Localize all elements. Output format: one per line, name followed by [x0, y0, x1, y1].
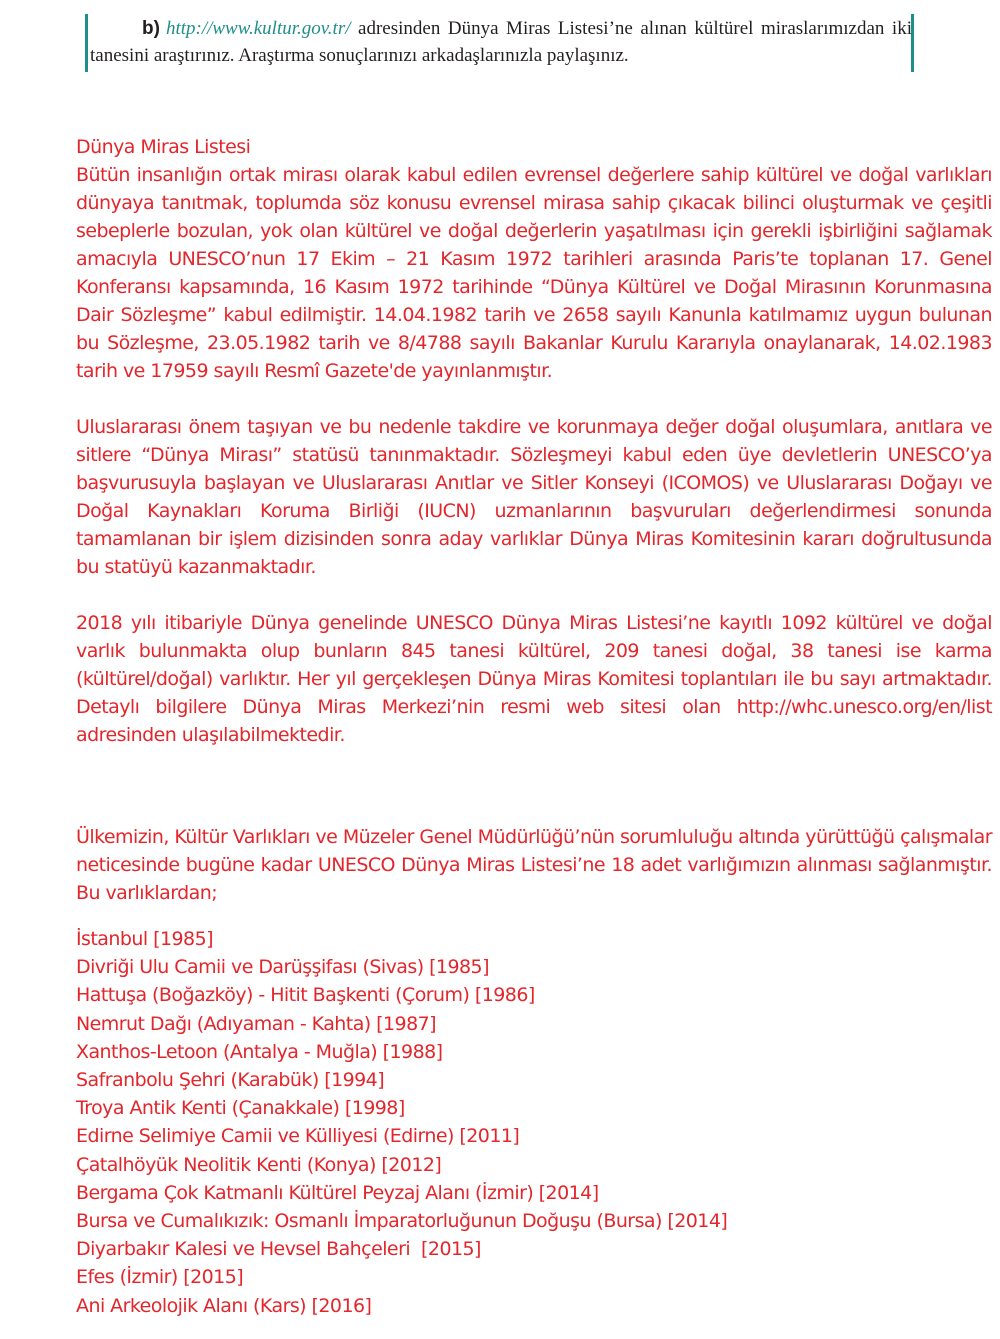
answer-paragraph-2: Uluslararası önem taşıyan ve bu nedenle takdire ve korunmaya değer doğal oluşumlara, anıtlara ve sitlere “Dünya Mirası” statüsü tanınmaktadır. Sözleşmeyi kabul eden üye devletlerin UNESCO’ya başvurusuyla başlayan ve Uluslararası Anıtlar ve Sitler Konseyi (ICOMOS) ve Uluslararası Doğayı ve Doğal Kaynakları Koruma Birliği (IUCN) uzmanlarının başvuruları değerlendirmesi sonunda tamamlanan bir işlem dizisinden sonra aday varlıklar Dünya Miras Komitesinin kararı doğrultusunda bu statüyü kazanmaktadır. — [76, 416, 992, 578]
list-item: Efes (İzmir) [2015] — [76, 1266, 244, 1289]
question-body: adresinden Dünya Miras Listesi’ne alınan kültürel miraslarımızdan iki tanesini araştırınız. Araştırma sonuçlarınızı arkadaşlarınızla paylaşınız. — [90, 18, 912, 66]
sites-intro: Ülkemizin, Kültür Varlıkları ve Müzeler Genel Müdürlüğü’nün sorumluluğu altında yürüttüğü çalışmalar neticesinde bugüne kadar UNESCO Dünya Miras Listesi’ne 18 adet varlığımızın alınması sağlanmıştır. Bu varlıklardan; — [76, 826, 992, 904]
answer-text — [76, 133, 992, 749]
list-item: Troya Antik Kenti (Çanakkale) [1998] — [76, 1097, 405, 1120]
list-item: Diyarbakır Kalesi ve Hevsel Bahçeleri [2015] — [76, 1238, 481, 1261]
list-item: Edirne Selimiye Camii ve Külliyesi (Edirne) [2011] — [76, 1125, 520, 1148]
question-url-link[interactable]: http://www.kultur.gov.tr/ — [165, 18, 351, 39]
answer-title: Dünya Miras Listesi — [76, 136, 251, 158]
list-item: Nemrut Dağı (Adıyaman - Kahta) [1987] — [76, 1012, 437, 1035]
answer-paragraph-1: Bütün insanlığın ortak mirası olarak kabul edilen evrensel değerlere sahip kültürel ve doğal varlıkları dünyaya tanıtmak, toplumda söz konusu evrensel mirasa sahip çıkacak bilinci oluşturmak ve çeşitli sebeplerle bozulan, yok olan kültürel ve doğal değerlerin yaşatılması için gerekli işbirliğini sağlamak amacıyla UNESCO’nun 17 Ekim – 21 Kasım 1972 tarihleri arasında Paris’te toplanan 17. Genel Konferansı kapsamında, 16 Kasım 1972 tarihinde “Dünya Kültürel ve Doğal Mirasının Korunmasına Dair Sözleşme” kabul edilmiştir. 14.04.1982 tarih ve 2658 sayılı Kanunla katılmamız uygun bulunan bu Sözleşme, 23.05.1982 tarih ve 8/4788 sayılı Bakanlar Kurulu Kararıyla onaylanarak, 14.02.1983 tarih ve 17959 sayılı Resmî Gazete'de yayınlanmıştır. — [76, 164, 992, 382]
list-item: İstanbul [1985] — [76, 928, 213, 950]
heritage-sites-list — [76, 925, 727, 1320]
list-item: Bursa ve Cumalıkızık: Osmanlı İmparatorluğunun Doğuşu (Bursa) [2014] — [76, 1210, 728, 1233]
list-item: Xanthos-Letoon (Antalya - Muğla) [1988] — [76, 1040, 443, 1063]
question-label: b) — [142, 18, 160, 39]
question-text — [90, 15, 912, 69]
list-item: Bergama Çok Katmanlı Kültürel Peyzaj Alanı (İzmir) [2014] — [76, 1181, 599, 1204]
list-item: Divriği Ulu Camii ve Darüşşifası (Sivas) [1985] — [76, 956, 489, 979]
list-item: Safranbolu Şehri (Karabük) [1994] — [76, 1069, 385, 1092]
list-item: Çatalhöyük Neolitik Kenti (Konya) [2012] — [76, 1153, 442, 1176]
list-item: Hattuşa (Boğazköy) - Hitit Başkenti (Çorum) [1986] — [76, 984, 535, 1007]
answer-paragraph-3: 2018 yılı itibariyle Dünya genelinde UNESCO Dünya Miras Listesi’ne kayıtlı 1092 kültürel ve doğal varlık bulunmakta olup bunların 845 tanesi kültürel, 209 tanesi doğal, 38 tanesi ise karma (kültürel/doğal) varlıktır. Her yıl gerçekleşen Dünya Miras Komitesi toplantıları ile bu sayı artmaktadır. Detaylı bilgilere Dünya Miras Merkezi’nin resmi web sitesi olan http://whc.unesco.org/en/list adresinden ulaşılabilmektedir. — [76, 612, 992, 746]
list-item: Ani Arkeolojik Alanı (Kars) [2016] — [76, 1294, 372, 1317]
